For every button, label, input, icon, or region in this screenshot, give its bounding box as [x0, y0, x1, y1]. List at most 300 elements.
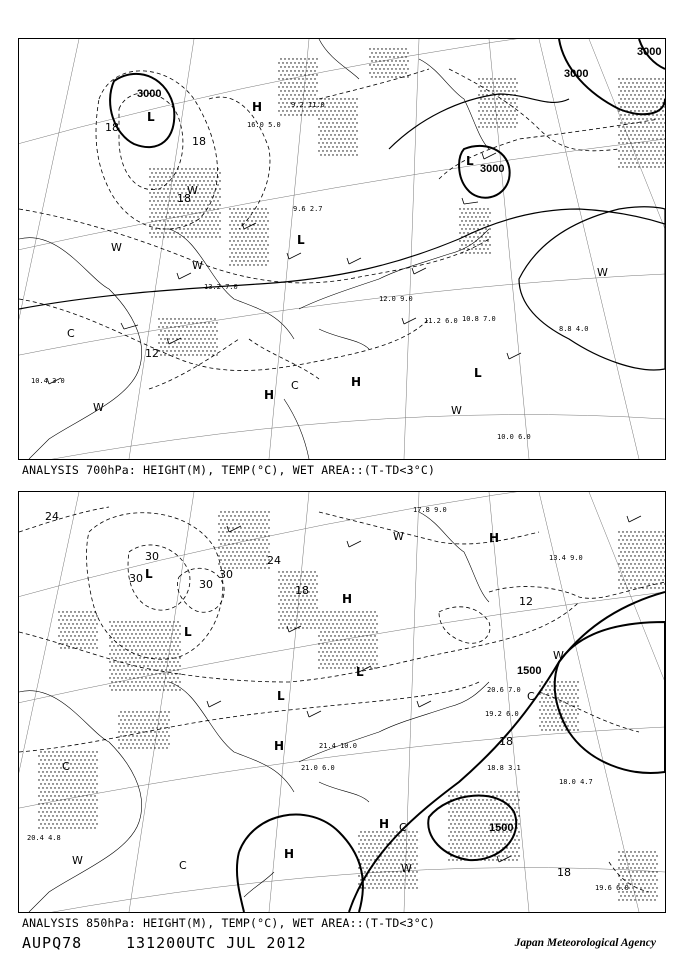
wet-area-dot — [352, 106, 353, 107]
wet-area-dot — [80, 807, 81, 808]
wet-area-dot — [46, 787, 47, 788]
wet-area-dot — [324, 655, 325, 656]
wet-area-dot — [137, 621, 138, 622]
wet-area-dot — [208, 346, 209, 347]
wet-area-dot — [654, 531, 655, 532]
wet-area-dot — [220, 519, 221, 520]
wet-area-dot — [248, 535, 249, 536]
wet-area-dot — [334, 134, 335, 135]
wet-area-dot — [370, 851, 371, 852]
wet-area-dot — [648, 138, 649, 139]
wet-area-dot — [254, 523, 255, 524]
wet-area-dot — [260, 519, 261, 520]
wet-area-dot — [38, 803, 39, 804]
wet-area-dot — [239, 236, 240, 237]
wet-area-dot — [58, 755, 59, 756]
wet-area-dot — [636, 122, 637, 123]
wet-area-dot — [320, 122, 321, 123]
wet-area-dot — [352, 138, 353, 139]
wet-area-dot — [139, 673, 140, 674]
wet-area-dot — [133, 637, 134, 638]
wet-area-dot — [386, 859, 387, 860]
wet-area-dot — [368, 839, 369, 840]
wet-area-dot — [294, 62, 295, 63]
wet-area-dot — [386, 835, 387, 836]
wet-area-dot — [374, 867, 375, 868]
wet-area-dot — [120, 719, 121, 720]
wet-area-dot — [88, 815, 89, 816]
wet-area-dot — [338, 651, 339, 652]
wet-area-dot — [120, 727, 121, 728]
wet-area-dot — [620, 871, 621, 872]
wet-area-dot — [388, 887, 389, 888]
wet-area-dot — [330, 619, 331, 620]
wet-area-dot — [262, 539, 263, 540]
coastlines — [19, 512, 489, 912]
wet-area-dot — [412, 831, 413, 832]
wet-area-dot — [328, 623, 329, 624]
wet-area-dot — [172, 346, 173, 347]
wet-area-dot — [132, 719, 133, 720]
wet-area-dot — [650, 899, 651, 900]
wet-area-dot — [334, 150, 335, 151]
wet-area-dot — [152, 719, 153, 720]
wet-area-dot — [370, 651, 371, 652]
wet-area-dot — [634, 891, 635, 892]
wet-area-dot — [201, 208, 202, 209]
wet-area-dot — [360, 855, 361, 856]
wet-area-dot — [366, 619, 367, 620]
wet-area-dot — [264, 519, 265, 520]
wet-area-dot — [232, 543, 233, 544]
wet-area-dot — [82, 803, 83, 804]
wet-area-dot — [210, 342, 211, 343]
wet-area-dot — [259, 236, 260, 237]
wet-area-dot — [312, 623, 313, 624]
wet-area-dot — [251, 228, 252, 229]
wet-area-dot — [630, 78, 631, 79]
wet-area-dot — [632, 871, 633, 872]
wet-area-dot — [646, 883, 647, 884]
wet-area-dot — [54, 763, 55, 764]
wet-area-dot — [638, 899, 639, 900]
wet-area-dot — [122, 747, 123, 748]
isotherm-label: 30 — [219, 568, 233, 581]
wet-area-dot — [189, 208, 190, 209]
wet-area-dot — [486, 110, 487, 111]
wet-area-dot — [253, 248, 254, 249]
wet-area-dot — [243, 236, 244, 237]
wet-area-dot — [252, 567, 253, 568]
wet-area-dot — [94, 627, 95, 628]
wet-area-dot — [624, 146, 625, 147]
wet-area-dot — [159, 625, 160, 626]
wet-area-dot — [224, 543, 225, 544]
wet-area-dot — [450, 807, 451, 808]
wet-area-dot — [260, 559, 261, 560]
wet-area-dot — [328, 631, 329, 632]
wet-area-dot — [634, 539, 635, 540]
wet-area-dot — [406, 835, 407, 836]
wet-area-dot — [249, 216, 250, 217]
wet-area-dot — [74, 755, 75, 756]
wet-area-dot — [324, 138, 325, 139]
wet-area-dot — [518, 839, 519, 840]
wet-area-dot — [406, 843, 407, 844]
wet-area-dot — [163, 681, 164, 682]
wet-area-dot — [46, 819, 47, 820]
wet-area-dot — [139, 665, 140, 666]
wet-area-dot — [157, 621, 158, 622]
wet-area-dot — [652, 130, 653, 131]
wet-area-dot — [278, 619, 279, 620]
wet-area-dot — [200, 322, 201, 323]
wet-area-dot — [115, 681, 116, 682]
wet-area-dot — [70, 627, 71, 628]
wet-area-dot — [189, 176, 190, 177]
wet-area-dot — [620, 551, 621, 552]
wet-area-dot — [163, 633, 164, 634]
wet-area-dot — [267, 252, 268, 253]
wet-area-dot — [632, 162, 633, 163]
wet-area-dot — [263, 260, 264, 261]
wet-area-dot — [115, 665, 116, 666]
wet-area-dot — [632, 559, 633, 560]
wet-area-dot — [358, 851, 359, 852]
wet-area-dot — [254, 547, 255, 548]
wet-area-dot — [514, 78, 515, 79]
wet-area-dot — [632, 535, 633, 536]
wet-area-dot — [284, 591, 285, 592]
wet-area-dot — [160, 743, 161, 744]
wet-area-dot — [165, 669, 166, 670]
wet-area-dot — [488, 835, 489, 836]
wet-area-dot — [88, 639, 89, 640]
wet-area-dot — [406, 859, 407, 860]
wet-area-dot — [392, 863, 393, 864]
wet-area-dot — [380, 839, 381, 840]
wet-area-dot — [308, 58, 309, 59]
wet-area-dot — [147, 673, 148, 674]
wet-area-dot — [368, 615, 369, 616]
wet-area-dot — [220, 543, 221, 544]
wet-area-dot — [68, 647, 69, 648]
wet-area-dot — [628, 106, 629, 107]
wet-area-dot — [364, 847, 365, 848]
wet-area-dot — [185, 176, 186, 177]
wet-area-dot — [149, 677, 150, 678]
wet-area-dot — [386, 867, 387, 868]
wet-area-dot — [330, 126, 331, 127]
wet-area-dot — [342, 126, 343, 127]
wet-area-dot — [662, 118, 663, 119]
wet-area-dot — [169, 192, 170, 193]
wet-area-dot — [658, 86, 659, 87]
wet-area-dot — [132, 743, 133, 744]
wet-area-dot — [374, 611, 375, 612]
wet-area-dot — [541, 705, 542, 706]
wet-area-dot — [228, 535, 229, 536]
wet-area-dot — [618, 126, 619, 127]
wet-area-dot — [82, 771, 83, 772]
wet-area-dot — [366, 883, 367, 884]
wet-area-dot — [280, 599, 281, 600]
wet-area-dot — [350, 102, 351, 103]
wet-area-dot — [117, 685, 118, 686]
map-700hpa-svg — [19, 39, 665, 459]
wet-area-dot — [482, 110, 483, 111]
wet-area-dot — [190, 334, 191, 335]
wet-area-dot — [215, 196, 216, 197]
wet-area-dot — [386, 883, 387, 884]
wet-area-dot — [50, 779, 51, 780]
wet-area-dot — [549, 681, 550, 682]
wet-area-dot — [373, 56, 374, 57]
wet-area-dot — [118, 723, 119, 724]
wet-area-dot — [169, 208, 170, 209]
wet-area-dot — [654, 150, 655, 151]
wet-area-dot — [634, 899, 635, 900]
wet-area-dot — [648, 82, 649, 83]
wet-area-dot — [375, 60, 376, 61]
wet-area-dot — [122, 739, 123, 740]
wet-area-dot — [131, 673, 132, 674]
wet-area-dot — [410, 883, 411, 884]
wet-area-dot — [230, 539, 231, 540]
wet-area-dot — [314, 579, 315, 580]
wet-area-dot — [181, 232, 182, 233]
wet-area-dot — [190, 342, 191, 343]
wet-area-dot — [346, 667, 347, 668]
wet-area-dot — [288, 74, 289, 75]
wet-area-dot — [149, 168, 150, 169]
wet-area-dot — [137, 653, 138, 654]
wet-area-dot — [648, 106, 649, 107]
wet-area-dot — [176, 354, 177, 355]
wet-area-dot — [58, 795, 59, 796]
wet-area-dot — [502, 791, 503, 792]
wet-area-dot — [314, 611, 315, 612]
wet-area-dot — [630, 118, 631, 119]
wet-area-dot — [126, 747, 127, 748]
wet-area-dot — [334, 110, 335, 111]
wet-area-dot — [412, 871, 413, 872]
wet-area-dot — [662, 134, 663, 135]
wet-area-dot — [173, 192, 174, 193]
wet-area-dot — [372, 879, 373, 880]
wet-area-dot — [395, 76, 396, 77]
wet-area-dot — [145, 653, 146, 654]
wet-area-dot — [654, 102, 655, 103]
wet-area-dot — [121, 677, 122, 678]
wet-area-dot — [165, 216, 166, 217]
wet-area-dot — [500, 82, 501, 83]
wet-area-dot — [646, 563, 647, 564]
wet-area-dot — [233, 240, 234, 241]
wet-area-dot — [656, 162, 657, 163]
wet-area-dot — [404, 887, 405, 888]
wet-area-dot — [200, 338, 201, 339]
wet-area-dot — [302, 627, 303, 628]
wet-area-dot — [123, 633, 124, 634]
wet-area-dot — [620, 98, 621, 99]
wet-area-dot — [450, 815, 451, 816]
wet-area-dot — [371, 68, 372, 69]
wet-area-dot — [502, 807, 503, 808]
wet-area-dot — [228, 559, 229, 560]
wet-area-dot — [151, 236, 152, 237]
wet-area-dot — [354, 142, 355, 143]
wet-area-dot — [642, 531, 643, 532]
wet-area-dot — [636, 583, 637, 584]
wet-area-dot — [80, 647, 81, 648]
wet-area-dot — [214, 350, 215, 351]
wet-area-dot — [390, 875, 391, 876]
wet-area-dot — [575, 693, 576, 694]
wet-area-dot — [410, 875, 411, 876]
wet-area-dot — [133, 645, 134, 646]
wet-area-dot — [549, 721, 550, 722]
wet-area-dot — [575, 685, 576, 686]
wet-area-dot — [207, 196, 208, 197]
wet-area-dot — [228, 527, 229, 528]
wet-area-dot — [541, 729, 542, 730]
wet-area-dot — [245, 256, 246, 257]
wet-area-dot — [173, 621, 174, 622]
wet-area-dot — [298, 62, 299, 63]
wet-area-dot — [389, 72, 390, 73]
wet-area-dot — [246, 555, 247, 556]
wet-area-dot — [191, 180, 192, 181]
wet-area-dot — [460, 803, 461, 804]
wet-area-dot — [664, 106, 665, 107]
wet-area-dot — [214, 318, 215, 319]
wet-area-dot — [642, 851, 643, 852]
wet-area-dot — [286, 587, 287, 588]
wet-area-dot — [644, 154, 645, 155]
wet-area-dot — [304, 90, 305, 91]
wet-area-dot — [384, 831, 385, 832]
wet-area-dot — [179, 212, 180, 213]
wet-area-dot — [388, 839, 389, 840]
wet-area-dot — [620, 855, 621, 856]
wet-area-dot — [151, 681, 152, 682]
wet-area-dot — [487, 216, 488, 217]
wet-area-dot — [246, 515, 247, 516]
wet-area-dot — [328, 122, 329, 123]
wet-area-dot — [109, 669, 110, 670]
wet-area-dot — [76, 775, 77, 776]
wet-area-dot — [212, 322, 213, 323]
wet-area-dot — [58, 763, 59, 764]
wet-area-dot — [131, 641, 132, 642]
wet-area-dot — [404, 879, 405, 880]
wet-area-dot — [379, 52, 380, 53]
wet-area-dot — [660, 583, 661, 584]
wet-area-dot — [362, 643, 363, 644]
wet-area-dot — [179, 649, 180, 650]
wet-area-dot — [296, 82, 297, 83]
wet-area-dot — [50, 763, 51, 764]
wet-area-dot — [284, 82, 285, 83]
wet-area-dot — [149, 200, 150, 201]
wet-area-dot — [177, 208, 178, 209]
wet-area-dot — [137, 677, 138, 678]
wet-area-dot — [48, 791, 49, 792]
wet-area-dot — [476, 851, 477, 852]
wet-area-dot — [646, 110, 647, 111]
wet-area-dot — [266, 515, 267, 516]
wet-area-dot — [312, 607, 313, 608]
wet-area-dot — [308, 623, 309, 624]
wet-area-dot — [545, 697, 546, 698]
wet-area-dot — [263, 244, 264, 245]
wet-area-dot — [466, 791, 467, 792]
wet-area-dot — [226, 515, 227, 516]
wet-area-dot — [189, 232, 190, 233]
wet-area-dot — [646, 899, 647, 900]
wet-area-dot — [292, 583, 293, 584]
wet-area-dot — [167, 673, 168, 674]
wet-area-dot — [620, 82, 621, 83]
wet-area-dot — [94, 643, 95, 644]
wet-area-dot — [257, 240, 258, 241]
wet-area-dot — [230, 555, 231, 556]
wet-area-dot — [164, 354, 165, 355]
wet-area-dot — [50, 755, 51, 756]
wet-area-dot — [636, 543, 637, 544]
wet-area-dot — [624, 855, 625, 856]
wet-area-dot — [628, 855, 629, 856]
wet-area-dot — [119, 633, 120, 634]
wet-area-dot — [160, 735, 161, 736]
wet-area-dot — [136, 711, 137, 712]
wet-area-dot — [640, 887, 641, 888]
wet-area-dot — [155, 689, 156, 690]
wet-area-dot — [92, 615, 93, 616]
wet-area-dot — [169, 685, 170, 686]
wet-area-dot — [52, 791, 53, 792]
wet-area-dot — [391, 68, 392, 69]
wet-area-dot — [76, 807, 77, 808]
cold-center: C — [291, 379, 299, 392]
wet-area-dot — [218, 563, 219, 564]
wet-area-dot — [125, 669, 126, 670]
wet-area-dot — [140, 719, 141, 720]
wet-area-dot — [398, 835, 399, 836]
wet-area-dot — [258, 547, 259, 548]
wet-area-dot — [336, 138, 337, 139]
wet-area-dot — [82, 627, 83, 628]
wet-area-dot — [640, 162, 641, 163]
wet-area-dot — [117, 621, 118, 622]
wet-area-dot — [175, 625, 176, 626]
wet-area-dot — [169, 168, 170, 169]
wet-area-dot — [256, 519, 257, 520]
wet-area-dot — [60, 647, 61, 648]
wet-area-dot — [463, 248, 464, 249]
wet-area-dot — [200, 354, 201, 355]
wet-area-dot — [310, 587, 311, 588]
wet-area-dot — [508, 811, 509, 812]
wet-area-dot — [286, 78, 287, 79]
wet-area-dot — [96, 783, 97, 784]
wet-area-dot — [304, 74, 305, 75]
wet-area-dot — [634, 78, 635, 79]
wet-area-dot — [140, 711, 141, 712]
wet-area-dot — [224, 519, 225, 520]
warm-center: W — [553, 649, 564, 662]
